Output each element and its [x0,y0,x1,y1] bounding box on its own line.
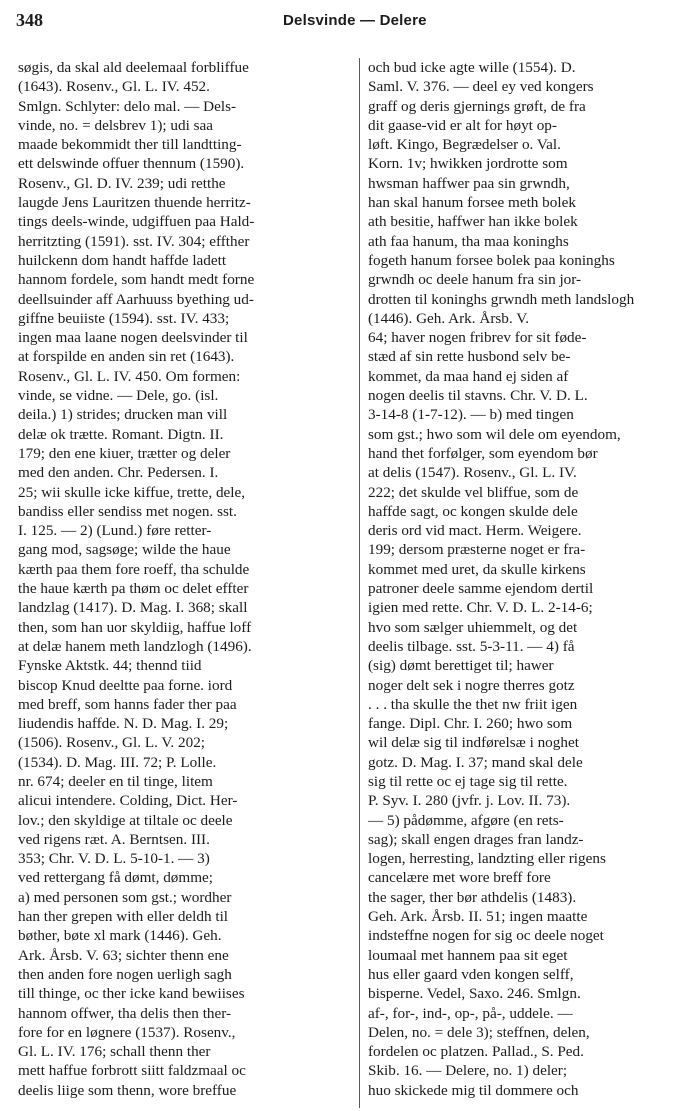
text-line: loumaal met hannem paa sit eget [368,946,568,964]
text-line: deellsuinder aff Aarhuuss byething ud- [18,290,254,308]
left-column [18,58,352,1108]
text-line: huo skickede mig til dommere och [368,1081,579,1099]
text-line: kommet med uret, da skulle kirkens [368,560,586,578]
text-line: (1534). D. Mag. III. 72; P. Lolle. [18,753,217,771]
text-line: nr. 674; deeler en til tinge, litem [18,772,213,790]
text-line: vinde, se vidne. — Dele, go. (isl. [18,387,219,405]
text-line: . . . tha skulle the thet nw friit igen [368,695,578,713]
text-line: at forspilde en anden sin ret (1643). [18,348,235,366]
text-line: af-, for-, ind-, op-, på-, uddele. — [368,1004,573,1022]
text-line: søgis, da skal ald deelemaal forbliffue [18,59,249,76]
text-line: Rosenv., Gl. D. IV. 239; udi retthe [18,174,226,192]
text-line: cancelære met wore breff fore [368,869,551,887]
text-line: huilckenn dom handt haffde ladett [18,251,227,269]
text-line: gang mod, sagsøge; wilde the haue [18,541,231,559]
text-line: wil delæ sig til indførelsæ i noghet [368,734,579,752]
text-line: then, som han uor skyldiig, haffue loff [18,618,252,636]
text-line: hand thet forfølger, som eyendom bør [368,444,598,462]
text-line: tings deels-winde, udgiffuen paa Hald- [18,213,255,231]
text-line: then anden fore nogen uerligh sagh [18,965,232,983]
text-line: — 5) pådømme, afgøre (en rets- [368,811,564,829]
text-line: a) med personen som gst.; wordher [18,888,232,906]
text-line: Saml. V. 376. — deel ey ved kongers [368,78,594,96]
text-line: at delæ hanem meth landzlogh (1496). [18,637,252,655]
text-line: (1446). Geh. Ark. Årsb. V. [368,309,530,327]
text-line: drotten til koninghs grwndh meth landslogh [368,290,635,308]
text-line: kærth paa them fore roeff, tha schulde [18,560,250,578]
text-line: ett delswinde offuer thennum (1590). [18,155,245,173]
column-divider [359,58,360,1108]
text-line: hus eller gaard vden kongen selff, [368,965,574,983]
text-line: Ark. Årsb. V. 63; sichter thenn ene [18,946,229,964]
text-line: logen, herresting, landzting eller rigens [368,850,606,868]
text-line: noger delt sek i nogre therres gotz [368,676,575,694]
page-number: 348 [16,10,43,30]
text-line: haffde sagt, oc kongen skulde dele [368,502,578,520]
text-line: fordelen oc platzen. Pallad., S. Ped. [368,1043,584,1061]
text-line: gotz. D. Mag. I. 37; mand skal dele [368,753,583,771]
text-line: hwsman haffwer paa sin grwndh, [368,174,570,192]
text-line: giffne beuiiste (1594). sst. IV. 433; [18,309,230,327]
text-line: Smlgn. Schlyter: delo mal. — Dels- [18,97,237,115]
text-line: landzlag (1417). D. Mag. I. 368; skall [18,599,248,617]
text-line: 25; wii skulle icke kiffue, trette, dele, [18,483,246,501]
text-line: Skib. 16. — Delere, no. 1) deler; [368,1062,568,1080]
text-line: deila.) 1) strides; drucken man vill [18,406,228,424]
text-line: ath faa hanum, tha maa koninghs [368,232,569,250]
text-line: maade bekommidt ther till landtting- [18,136,242,154]
text-line: P. Syv. I. 280 (jvfr. j. Lov. II. 73). [368,792,571,810]
text-line: ath besitie, haffwer han ikke bolek [368,213,578,231]
text-line: the sager, ther bør athdelis (1483). [368,888,577,906]
text-line: graff og deris gjernings grøft, de fra [368,97,586,115]
text-line: Geh. Ark. Årsb. II. 51; ingen maatte [368,908,588,926]
text-line: hannom fordele, som handt medt forne [18,271,255,289]
text-line: I. 125. — 2) (Lund.) føre retter- [18,522,212,540]
text-line: Fynske Aktstk. 44; thennd tiid [18,657,202,675]
text-line: (1506). Rosenv., Gl. L. V. 202; [18,734,206,752]
text-line: indsteffne nogen for sig oc deele noget [368,927,604,945]
text-line: bandiss eller sendiss met nogen. sst. [18,502,237,520]
text-line: patroner deele samme ejendom dertil [368,580,594,598]
text-line: bisperne. Vedel, Saxo. 246. Smlgn. [368,985,581,1003]
text-line: 3-14-8 (1-7-12). — b) med tingen [368,406,574,424]
text-line: med breff, som hanns fader ther paa [18,695,237,713]
text-line: fore for en løgnere (1537). Rosenv., [18,1023,236,1041]
text-line: till thinge, oc ther icke kand bewiises [18,985,245,1003]
text-line: som gst.; hwo som wil dele om eyendom, [368,425,621,443]
text-line: 222; det skulde vel bliffue, som de [368,483,579,501]
text-line: igien med rette. Chr. V. D. L. 2-14-6; [368,599,593,617]
text-line: 64; haver nogen fribrev for sit føde- [368,329,587,347]
text-line: hvo som sælger uhiemmelt, og det [368,618,578,636]
text-line: deelis tilbage. sst. 5-3-11. — 4) få [368,637,575,655]
text-line: kommet, da maa hand ej siden af [368,367,569,385]
text-line: vinde, no. = delsbrev 1); udi saa [18,116,213,134]
text-line: med den anden. Chr. Pedersen. I. [18,464,219,482]
text-line: mett haffue forbrott siitt faldzmaal oc [18,1062,246,1080]
text-line: deris ord vid mact. Herm. Weigere. [368,522,582,540]
text-line: dit gaase-vid er alt for høyt op- [368,116,557,134]
text-line: deelis liige som thenn, wore breffue [18,1081,237,1099]
text-line: han skal hanum forsee meth bolek [368,194,576,212]
right-column [368,58,700,1108]
text-line: ved rettergang få dømt, dømme; [18,869,213,887]
text-line: liudendis haffde. N. D. Mag. I. 29; [18,715,229,733]
text-line: bøther, bøte xl mark (1446). Geh. [18,927,222,945]
text-line: 353; Chr. V. D. L. 5-10-1. — 3) [18,850,210,868]
text-line: 199; dersom præsterne noget er fra- [368,541,586,559]
text-line: delæ ok trætte. Romant. Digtn. II. [18,425,224,443]
text-line: the haue kærth pa thøm oc delet effter [18,580,249,598]
text-line: stæd af sin rette husbond selv be- [368,348,571,366]
text-line: Rosenv., Gl. L. IV. 450. Om formen: [18,367,241,385]
text-line: sag); skall engen drages fran landz- [368,830,584,848]
text-line: och bud icke agte wille (1554). D. [368,59,576,76]
text-line: han ther grepen with eller deldh til [18,908,229,926]
text-line: (1643). Rosenv., Gl. L. IV. 452. [18,78,210,96]
text-line: at delis (1547). Rosenv., Gl. L. IV. [368,464,577,482]
text-line: nogen deelis til stavns. Chr. V. D. L. [368,387,588,405]
running-head: Delsvinde — Delere [283,12,427,29]
text-line: laugde Jens Lauritzen thuende herritz- [18,194,251,212]
text-line: ingen maa laane nogen deelsvinder til [18,329,248,347]
text-line: 179; den ene kiuer, trætter og deler [18,444,231,462]
text-line: løft. Kingo, Begrædelser o. Val. [368,136,561,154]
page-header [0,0,700,40]
text-line: ved rigens ræt. A. Berntsen. III. [18,830,210,848]
text-line: Delen, no. = dele 3); steffnen, delen, [368,1023,590,1041]
text-line: Korn. 1v; hwikken jordrotte som [368,155,568,173]
text-line: biscop Knud deeltte paa forne. iord [18,676,233,694]
text-line: (sig) dømt berettiget til; hawer [368,657,554,675]
text-line: lov.; den skyldige at tiltale oc deele [18,811,233,829]
text-line: fange. Dipl. Chr. I. 260; hwo som [368,715,573,733]
text-line: Gl. L. IV. 176; schall thenn ther [18,1043,211,1061]
text-line: grwndh oc deele hanum fra sin jor- [368,271,582,289]
text-line: sig til rette oc ej tage sig til rette. [368,772,568,790]
text-line: fogeth hanum forsee bolek paa koninghs [368,251,615,269]
text-line: hannom offwer, tha delis then ther- [18,1004,232,1022]
text-line: herritzting (1591). sst. IV. 304; effther [18,232,250,250]
text-line: alicui intendere. Colding, Dict. Her- [18,792,238,810]
